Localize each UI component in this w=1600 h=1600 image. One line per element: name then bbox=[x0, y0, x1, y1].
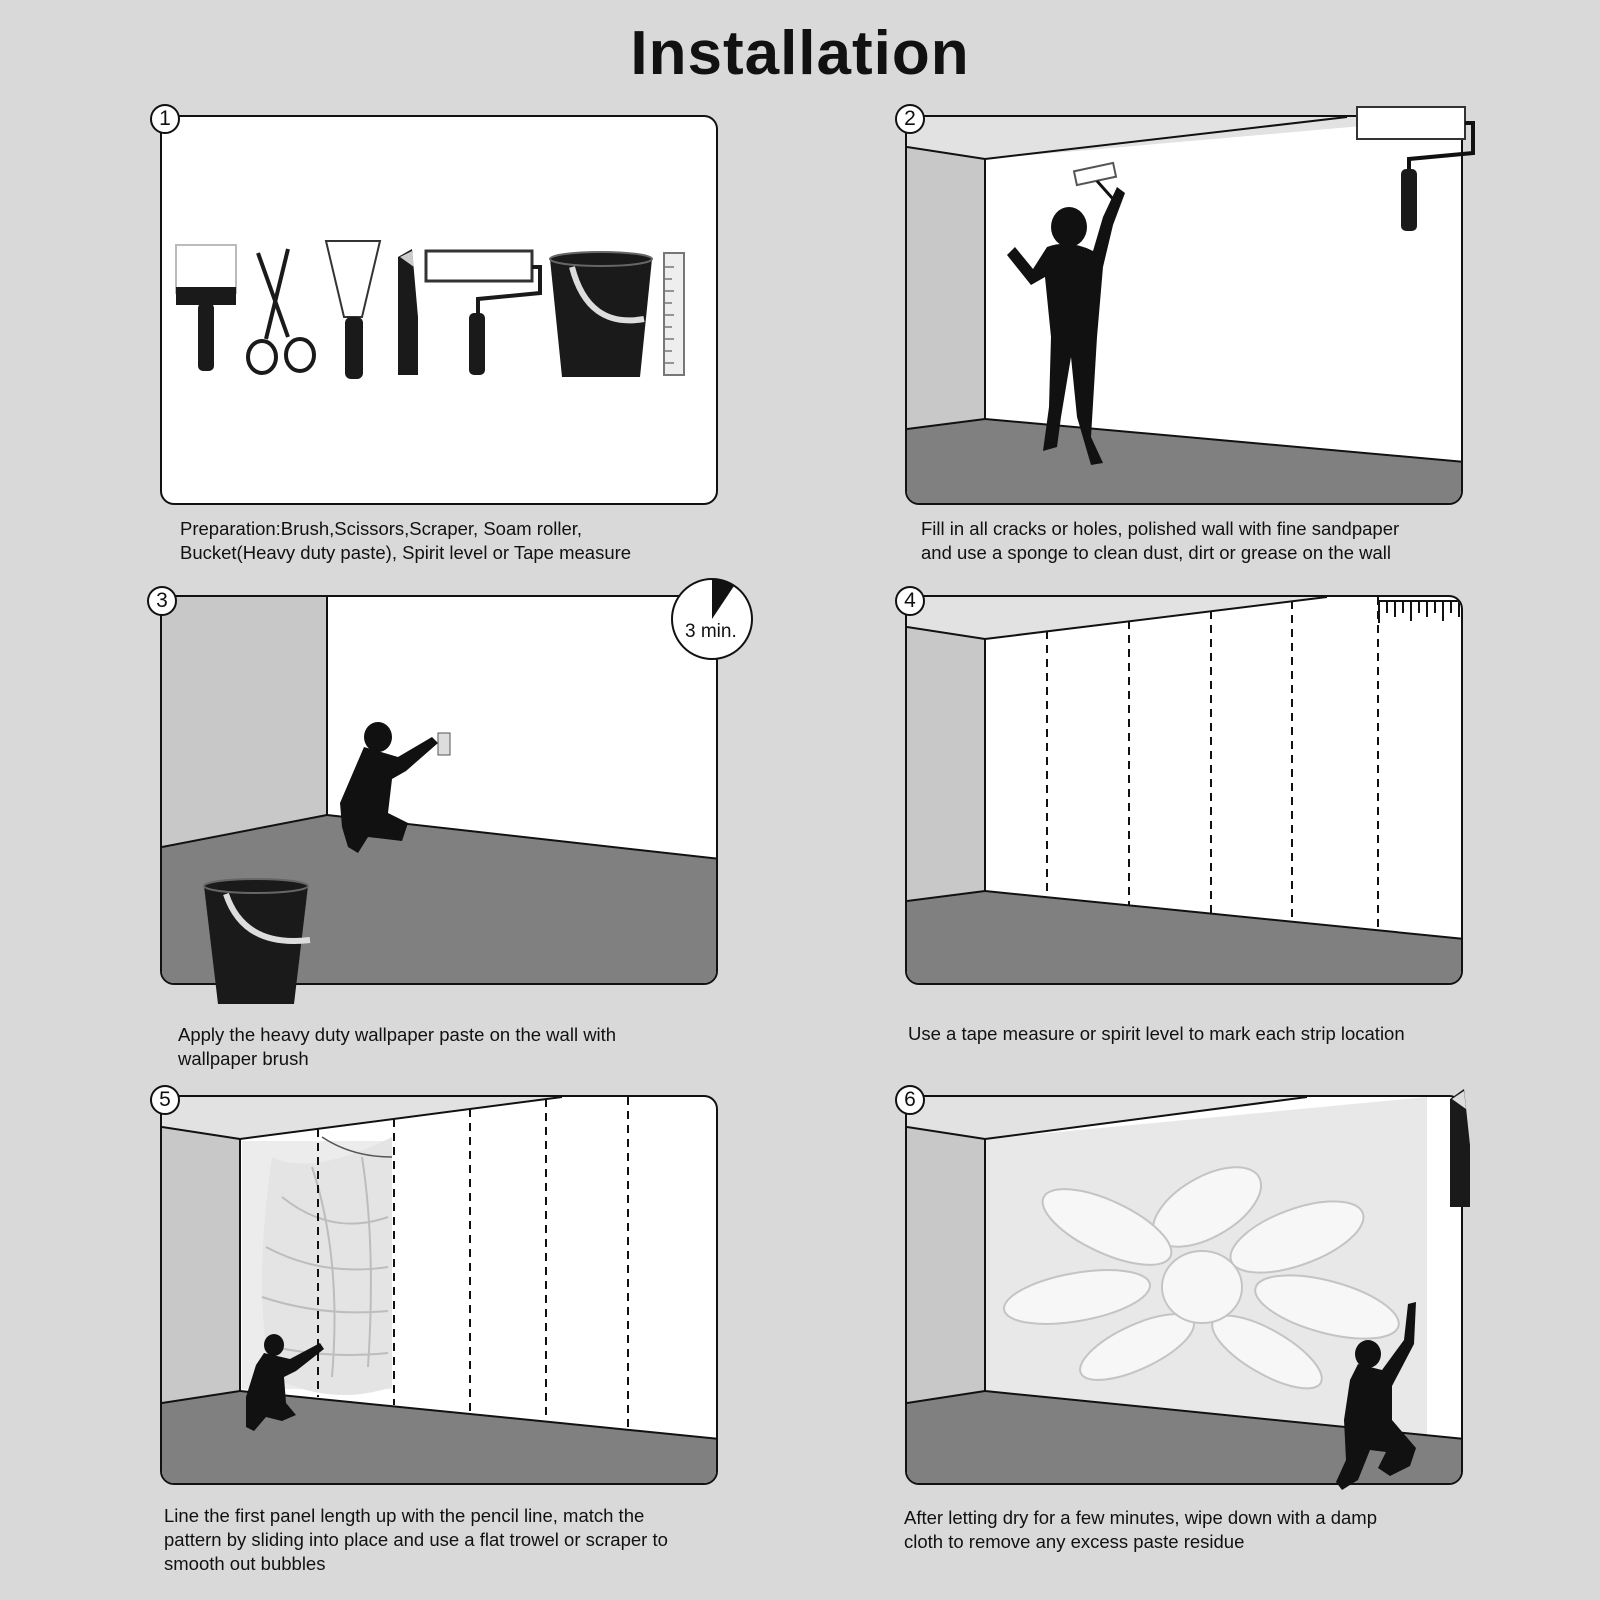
paint-brush-icon bbox=[176, 245, 236, 371]
step-5-caption: Line the first panel length up with the pencil line, match the pattern by sliding into place and use a flat trowel or scraper to smooth out bubbles bbox=[164, 1505, 668, 1574]
bucket-icon bbox=[550, 252, 652, 377]
step-3-bucket-icon bbox=[200, 878, 320, 1013]
person-silhouette-icon bbox=[1330, 1300, 1440, 1515]
step-3-number: 3 bbox=[147, 586, 177, 616]
step-6-number: 6 bbox=[895, 1085, 925, 1115]
step-6-caption: After letting dry for a few minutes, wipe down with a damp cloth to remove any excess paste residue bbox=[904, 1507, 1377, 1552]
step-5-number: 5 bbox=[150, 1085, 180, 1115]
step-5-panel bbox=[160, 1095, 718, 1485]
step-1-panel bbox=[160, 115, 718, 505]
ruler-icon bbox=[1377, 601, 1463, 623]
paint-roller-icon bbox=[1074, 163, 1116, 199]
step-1-number: 1 bbox=[150, 104, 180, 134]
step-4-caption: Use a tape measure or spirit level to mark each strip location bbox=[908, 1023, 1405, 1044]
step-4-number: 4 bbox=[895, 586, 925, 616]
paint-roller-icon bbox=[426, 251, 540, 375]
ruler-icon bbox=[664, 253, 684, 375]
scissors-icon bbox=[248, 249, 314, 373]
step-1-caption: Preparation:Brush,Scissors,Scraper, Soam roller, Bucket(Heavy duty paste), Spirit level or Tape measure bbox=[180, 518, 632, 563]
strip-guide-lines bbox=[1047, 597, 1378, 931]
scraper-icon bbox=[326, 241, 380, 379]
step-2-number: 2 bbox=[895, 104, 925, 134]
utility-knife-icon bbox=[1444, 1085, 1474, 1216]
step-4-panel bbox=[905, 595, 1463, 985]
step-3-caption: Apply the heavy duty wallpaper paste on the wall with wallpaper brush bbox=[178, 1024, 617, 1069]
step-2-caption: Fill in all cracks or holes, polished wall with fine sandpaper and use a sponge to clean dust, dirt or grease on the wall bbox=[921, 518, 1400, 563]
page-title: Installation bbox=[630, 19, 970, 88]
step-3-timer-label: 3 min. bbox=[685, 621, 737, 642]
utility-knife-icon bbox=[398, 249, 418, 375]
step-2-roller-icon bbox=[1355, 105, 1475, 240]
